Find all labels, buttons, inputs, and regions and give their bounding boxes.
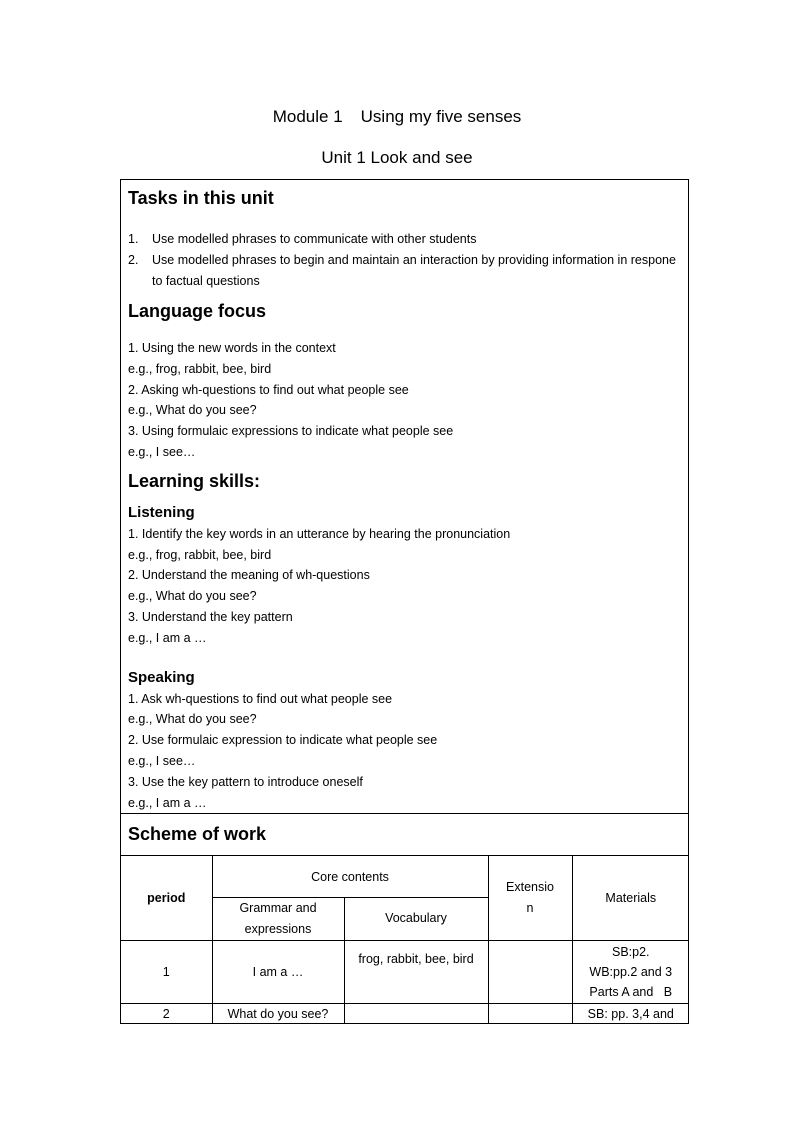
listening-line: e.g., I am a … bbox=[128, 630, 207, 645]
task-item: 2. Use modelled phrases to begin and maintain an interaction by providing information in respone to factual questions bbox=[128, 253, 676, 288]
grammar-header: Grammar and expressions bbox=[212, 897, 344, 940]
speaking-heading: Speaking bbox=[128, 668, 195, 686]
extension-cell bbox=[488, 1003, 572, 1023]
tasks-heading: Tasks in this unit bbox=[128, 188, 274, 208]
unit-plan-table bbox=[120, 179, 689, 1024]
vocabulary-header: Vocabulary bbox=[344, 897, 488, 940]
module-title bbox=[0, 107, 794, 127]
listening-line: e.g., frog, rabbit, bee, bird bbox=[128, 547, 272, 562]
unit-title: Unit 1 Look and see bbox=[321, 148, 473, 167]
core-contents-header: Core contents bbox=[212, 856, 488, 897]
vocabulary-cell: frog, rabbit, bee, bird bbox=[344, 940, 488, 1003]
speaking-list bbox=[128, 689, 681, 814]
listening-line: 1. Identify the key words in an utterance by hearing the pronunciation bbox=[128, 526, 511, 541]
extension-cell bbox=[488, 940, 572, 1003]
language-focus-line: e.g., I see… bbox=[128, 444, 196, 459]
scheme-heading: Scheme of work bbox=[128, 824, 267, 845]
period-cell: 2 bbox=[121, 1003, 212, 1023]
speaking-line: e.g., I am a … bbox=[128, 795, 207, 810]
listening-line: 3. Understand the key pattern bbox=[128, 609, 293, 624]
table-row bbox=[121, 1003, 689, 1023]
grammar-cell: I am a … bbox=[212, 940, 344, 1003]
listening-line: e.g., What do you see? bbox=[128, 589, 257, 604]
extension-header: Extensio n bbox=[488, 856, 572, 940]
scheme-table bbox=[121, 856, 689, 1023]
speaking-line: 2. Use formulaic expression to indicate what people see bbox=[128, 733, 438, 748]
language-focus-line: 3. Using formulaic expressions to indicate what people see bbox=[128, 424, 454, 439]
language-focus-line: 2. Asking wh-questions to find out what people see bbox=[128, 382, 409, 397]
speaking-line: e.g., I see… bbox=[128, 753, 196, 768]
module-number: Module 1 bbox=[272, 107, 343, 126]
listening-line: 2. Understand the meaning of wh-questions bbox=[128, 568, 370, 583]
period-cell: 1 bbox=[121, 940, 212, 1003]
listening-heading: Listening bbox=[128, 503, 195, 521]
language-focus-line: e.g., frog, rabbit, bee, bird bbox=[128, 361, 272, 376]
unit-overview-cell bbox=[121, 180, 689, 814]
task-item: 1. Use modelled phrases to communicate with other students bbox=[128, 232, 477, 246]
language-focus-heading: Language focus bbox=[128, 301, 267, 321]
speaking-line: 1. Ask wh-questions to find out what people see bbox=[128, 691, 393, 706]
scheme-cell bbox=[121, 856, 689, 1024]
language-focus-line: 1. Using the new words in the context bbox=[128, 341, 336, 355]
materials-cell: SB:p2. WB:pp.2 and 3 Parts A and B bbox=[572, 940, 689, 1003]
listening-list bbox=[128, 524, 681, 649]
grammar-cell: What do you see? bbox=[212, 1003, 344, 1023]
period-header: period bbox=[121, 856, 212, 940]
materials-header: Materials bbox=[572, 856, 689, 940]
module-name: Using my five senses bbox=[360, 107, 522, 126]
materials-cell: SB: pp. 3,4 and bbox=[572, 1003, 689, 1023]
language-focus-list bbox=[128, 338, 681, 463]
speaking-line: e.g., What do you see? bbox=[128, 712, 257, 727]
learning-skills-heading: Learning skills: bbox=[128, 470, 261, 491]
vocabulary-cell bbox=[344, 1003, 488, 1023]
speaking-line: 3. Use the key pattern to introduce oneself bbox=[128, 774, 363, 789]
language-focus-line: e.g., What do you see? bbox=[128, 403, 257, 418]
scheme-heading-cell bbox=[121, 814, 689, 856]
table-row bbox=[121, 940, 689, 1003]
